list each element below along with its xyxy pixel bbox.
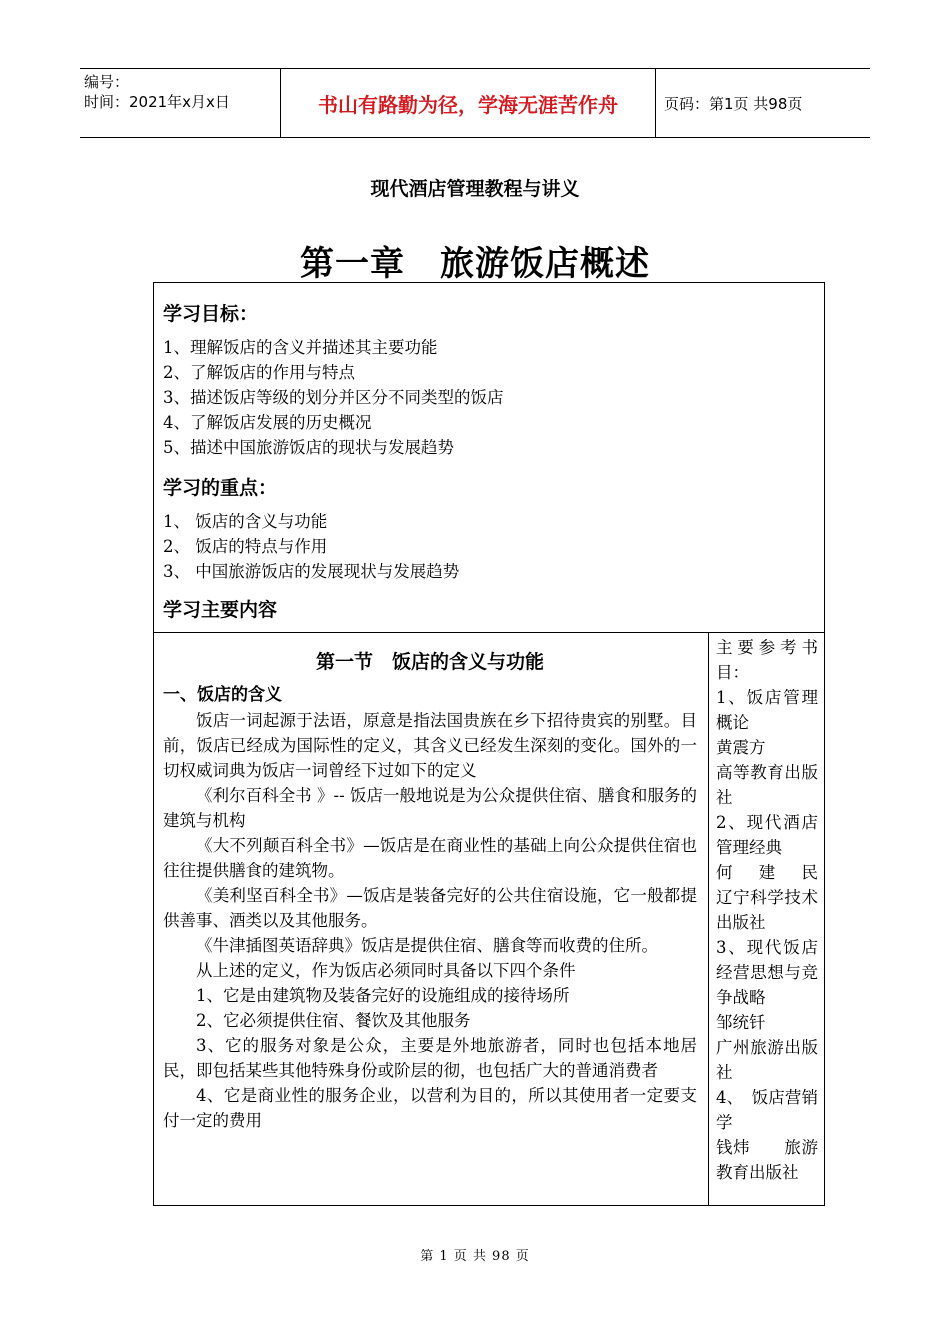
page-header [80, 68, 870, 138]
reference-item: 黄震方 [716, 738, 766, 757]
content-heading: 学习主要内容 [163, 599, 278, 621]
reference-item: 2、现代酒店管理经典 [716, 813, 818, 857]
references-heading: 主要参考书目： [716, 638, 818, 682]
table-divider-vertical [708, 632, 709, 1206]
key-point-item: 3、 中国旅游饭店的发展现状与发展趋势 [163, 562, 460, 581]
paragraph: 2、它必须提供住宿、餐饮及其他服务 [196, 1011, 471, 1030]
key-point-item: 1、 饭店的含义与功能 [163, 512, 328, 531]
reference-item: 4、 饭店营销学 [716, 1088, 818, 1132]
references-column [716, 635, 818, 1185]
reference-item: 1、饭店管理概论 [716, 688, 818, 732]
reference-item: 广州旅游出版社 [716, 1038, 818, 1082]
reference-item: 钱炜 旅游教育出版社 [716, 1138, 818, 1182]
objective-item: 4、了解饭店发展的历史概况 [163, 413, 372, 432]
section-subheading: 一、饭店的含义 [163, 685, 282, 705]
paragraph: 《牛津插图英语辞典》饭店是提供住宿、膳食等而收费的住所。 [196, 936, 658, 955]
number-label: 编号： [84, 73, 130, 91]
header-meta [80, 69, 280, 137]
reference-item: 高等教育出版社 [716, 763, 818, 807]
objectives-heading: 学习目标： [163, 303, 259, 325]
document-subtitle: 现代酒店管理教程与讲义 [370, 178, 580, 200]
paragraph: 3、它的服务对象是公众，主要是外地旅游者，同时也包括本地居民，即包括某些其他特殊身份或阶层的彻，也包括广大的普通消费者 [163, 1036, 697, 1080]
section-body [163, 639, 697, 1133]
page-footer: 第 1 页 共 98 页 [420, 1249, 530, 1264]
paragraph: 《美利坚百科全书》—饭店是装备完好的公共住宿设施，它一般都提供善事、酒类以及其他服务。 [163, 886, 697, 930]
key-point-item: 2、 饭店的特点与作用 [163, 537, 328, 556]
chapter-title: 第一章 旅游饭店概述 [300, 244, 650, 284]
table-divider-horizontal [154, 632, 824, 633]
content-table [153, 282, 825, 1206]
date-label: 时间：2021年x月x日 [84, 93, 230, 111]
reference-item: 3、现代饭店经营思想与竞争战略 [716, 938, 818, 1007]
objective-item: 3、描述饭店等级的划分并区分不同类型的饭店 [163, 388, 504, 407]
objective-item: 5、描述中国旅游饭店的现状与发展趋势 [163, 438, 454, 457]
reference-item: 何 建 民 [716, 863, 818, 882]
header-motto: 书山有路勤为径，学海无涯苦作舟 [280, 69, 656, 137]
paragraph: 从上述的定义，作为饭店必须同时具备以下四个条件 [196, 961, 576, 980]
header-page-info: 页码：第1页 共98页 [664, 94, 803, 113]
paragraph: 1、它是由建筑物及装备完好的设施组成的接待场所 [196, 986, 570, 1005]
section-title: 第一节 饭店的含义与功能 [315, 651, 544, 673]
paragraph: 4、它是商业性的服务企业，以营利为目的，所以其使用者一定要支付一定的费用 [163, 1086, 697, 1130]
reference-item: 邹统钎 [716, 1013, 766, 1032]
paragraph: 饭店一词起源于法语，原意是指法国贵族在乡下招待贵宾的别墅。目前，饭店已经成为国际性的定义，其含义已经发生深刻的变化。国外的一切权威词典为饭店一词曾经下过如下的定义 [163, 711, 697, 780]
objective-item: 1、理解饭店的含义并描述其主要功能 [163, 338, 438, 357]
key-points-heading: 学习的重点： [163, 477, 278, 499]
reference-item: 辽宁科学技术出版社 [716, 888, 818, 932]
objective-item: 2、了解饭店的作用与特点 [163, 363, 355, 382]
paragraph: 《大不列颠百科全书》—饭店是在商业性的基础上向公众提供住宿也往往提供膳食的建筑物。 [163, 836, 697, 880]
paragraph: 《利尔百科全书 》-- 饭店一般地说是为公众提供住宿、膳食和服务的建筑与机构 [163, 786, 697, 830]
